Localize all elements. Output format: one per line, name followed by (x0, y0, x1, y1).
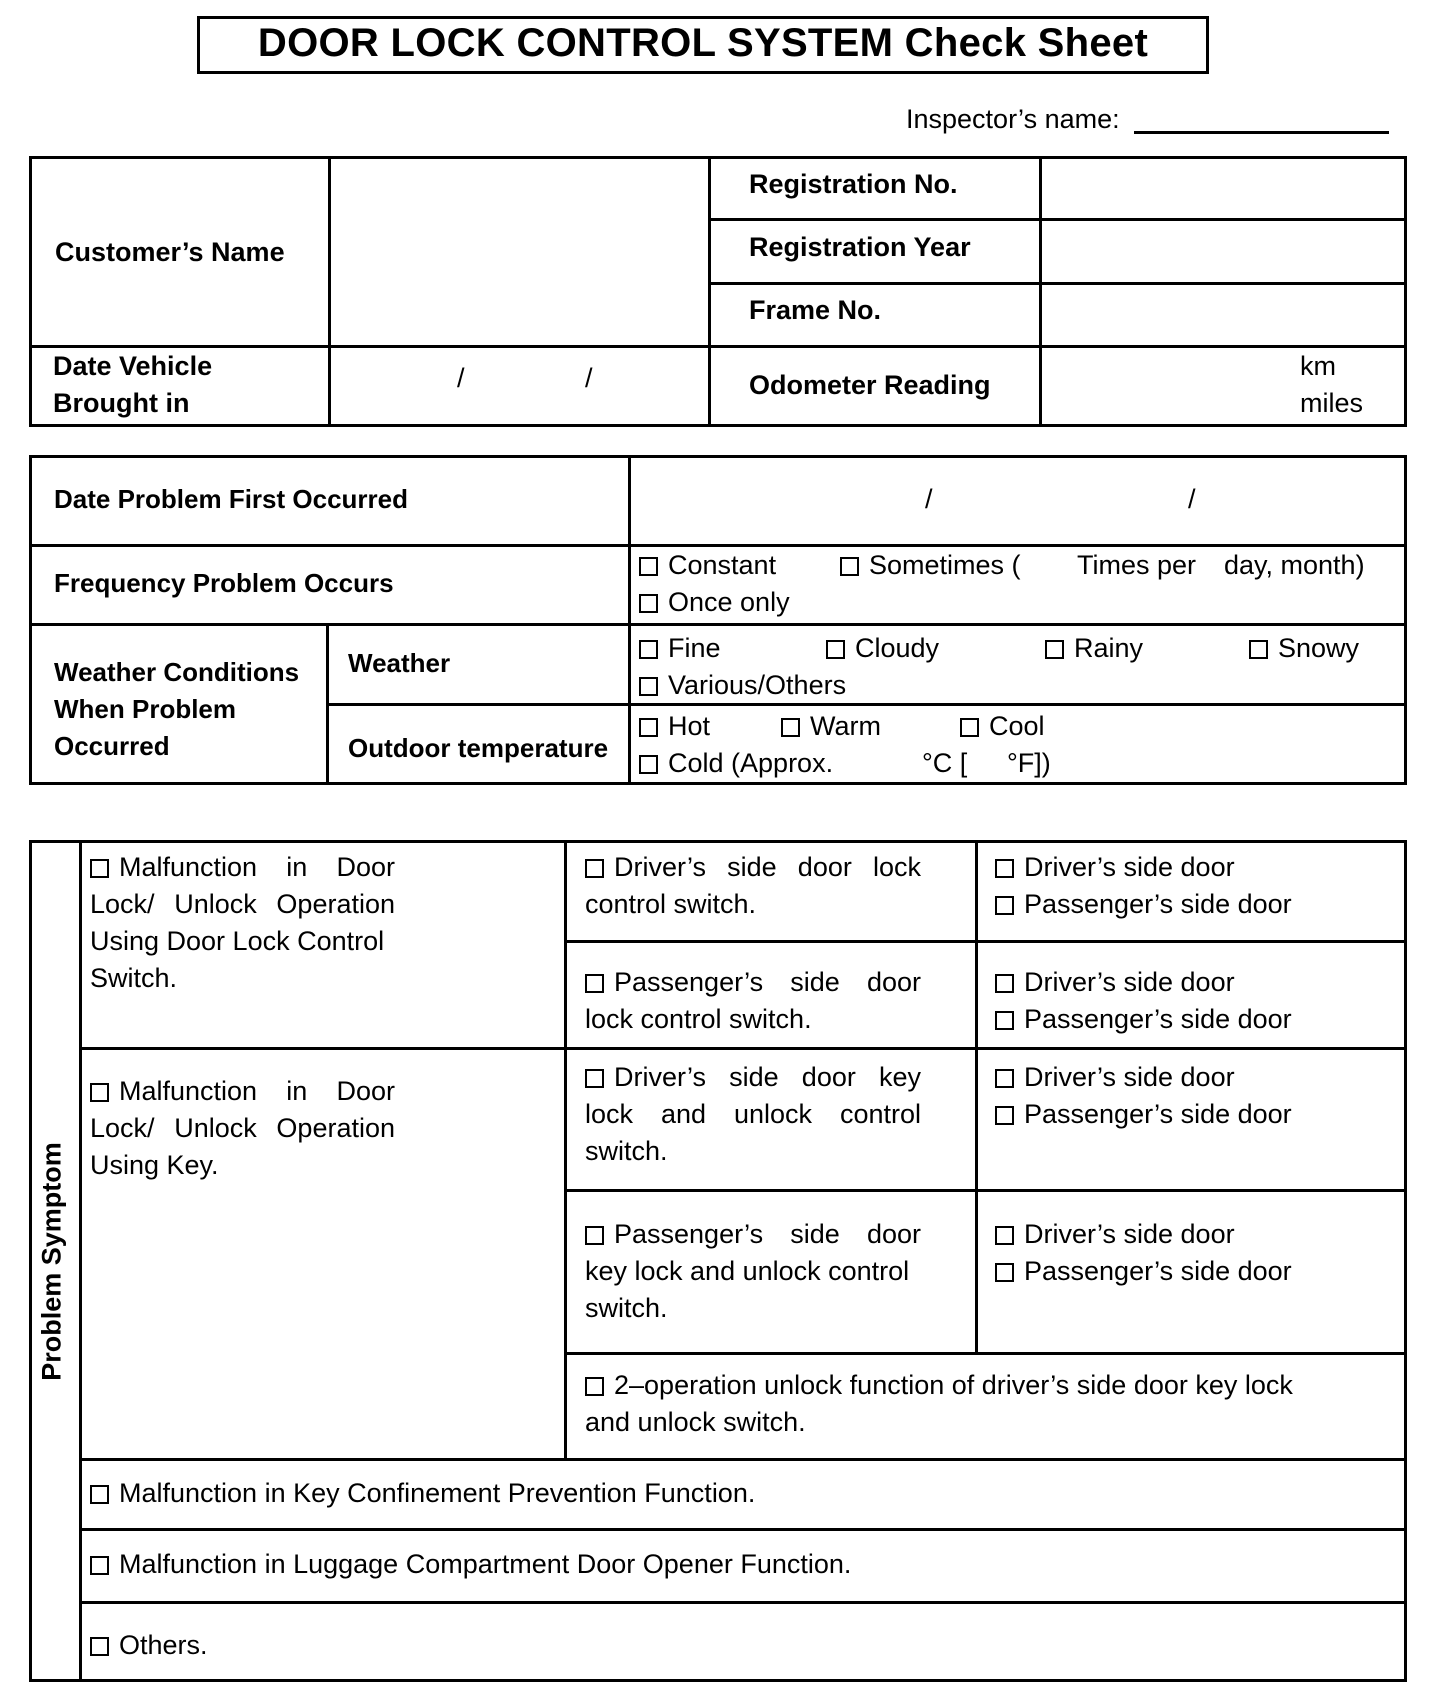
checkbox[interactable] (90, 859, 109, 878)
frame-no-label: Frame No. (749, 295, 882, 325)
passengers-door-option[interactable]: Passenger’s side door (995, 886, 1292, 923)
checkbox[interactable] (90, 1083, 109, 1102)
checkbox[interactable] (639, 755, 658, 774)
registration-year-label: Registration Year (749, 232, 971, 262)
switch-malfunction-option[interactable]: Malfunction in Door Lock/ Unlock Operation Using Door Lock Control Switch. (90, 852, 395, 993)
registration-year-field[interactable] (1043, 222, 1405, 280)
drivers-door-option[interactable]: Driver’s side door (995, 1059, 1235, 1096)
unit-miles: miles (1300, 388, 1364, 418)
checkbox[interactable] (639, 677, 658, 696)
drv-lock-switch-option[interactable]: Driver’s side door lock control switch. (585, 852, 921, 919)
checkbox[interactable] (90, 1556, 109, 1575)
pass-key-switch-option[interactable]: Passenger’s side door key lock and unlock control switch. (585, 1219, 921, 1323)
checkbox[interactable] (995, 896, 1014, 915)
freq-day-month: day, month) (1224, 550, 1365, 580)
passengers-door-option[interactable]: Passenger’s side door (995, 1253, 1292, 1290)
key-confinement-option[interactable]: Malfunction in Key Confinement Prevention Function. (90, 1475, 755, 1512)
checkbox[interactable] (1249, 640, 1268, 659)
registration-no-field[interactable] (1043, 160, 1405, 217)
luggage-option[interactable]: Malfunction in Luggage Compartment Door Opener Function. (90, 1546, 851, 1583)
odometer-label: Odometer Reading (749, 370, 991, 400)
checkbox[interactable] (90, 1485, 109, 1504)
weather-cloudy-option[interactable]: Cloudy (826, 630, 939, 667)
checkbox[interactable] (585, 1377, 604, 1396)
checkbox[interactable] (1045, 640, 1064, 659)
checkbox[interactable] (781, 718, 800, 737)
frame-no-field[interactable] (1043, 286, 1405, 344)
weather-label: Weather (348, 648, 451, 678)
checkbox[interactable] (639, 594, 658, 613)
freq-times-per: Times per (1077, 550, 1197, 580)
passengers-door-option[interactable]: Passenger’s side door (995, 1096, 1292, 1133)
date-brought-label-line1: Date Vehicle (53, 351, 213, 381)
checkbox[interactable] (585, 1226, 604, 1245)
checkbox[interactable] (585, 974, 604, 993)
temp-warm-option[interactable]: Warm (781, 708, 881, 745)
date-first-label: Date Problem First Occurred (54, 484, 408, 514)
date-slash: / (925, 484, 933, 514)
date-brought-field[interactable] (332, 349, 706, 425)
temp-cool-option[interactable]: Cool (960, 708, 1045, 745)
temp-fahrenheit: °F]) (1007, 748, 1051, 778)
checkbox[interactable] (585, 1069, 604, 1088)
two-operation-option[interactable]: 2–operation unlock function of driver’s side door key lock and unlock switch. (585, 1370, 1293, 1437)
drivers-door-option[interactable]: Driver’s side door (995, 1216, 1235, 1253)
checkbox[interactable] (995, 1106, 1014, 1125)
drivers-door-option[interactable]: Driver’s side door (995, 849, 1235, 886)
checkbox[interactable] (995, 1069, 1014, 1088)
weather-conditions-line3: Occurred (54, 731, 170, 761)
date-slash: / (1188, 484, 1196, 514)
checkbox[interactable] (639, 557, 658, 576)
temp-celsius: °C [ (922, 748, 968, 778)
inspector-label: Inspector’s name: (906, 104, 1120, 134)
registration-no-label: Registration No. (749, 169, 958, 199)
weather-rainy-option[interactable]: Rainy (1045, 630, 1143, 667)
weather-conditions-line2: When Problem (54, 694, 237, 724)
weather-snowy-option[interactable]: Snowy (1249, 630, 1359, 667)
drv-key-switch-option[interactable]: Driver’s side door key lock and unlock control switch. (585, 1062, 921, 1166)
odometer-field[interactable] (1043, 349, 1293, 425)
temp-hot-option[interactable]: Hot (639, 708, 710, 745)
inspector-name-field[interactable] (1134, 131, 1389, 134)
temperature-label: Outdoor temperature (348, 733, 609, 763)
passengers-door-option[interactable]: Passenger’s side door (995, 1001, 1292, 1038)
weather-various-option[interactable]: Various/Others (639, 667, 846, 704)
drivers-door-option[interactable]: Driver’s side door (995, 964, 1235, 1001)
pass-lock-switch-option[interactable]: Passenger’s side door lock control switch. (585, 967, 921, 1034)
page-title: DOOR LOCK CONTROL SYSTEM Check Sheet (257, 21, 1149, 65)
checkbox[interactable] (960, 718, 979, 737)
checkbox[interactable] (995, 1226, 1014, 1245)
freq-once-option[interactable]: Once only (639, 584, 790, 621)
checkbox[interactable] (995, 1263, 1014, 1282)
problem-symptom-label: Problem Symptom (36, 1142, 67, 1381)
checkbox[interactable] (639, 640, 658, 659)
freq-sometimes-option[interactable]: Sometimes ( (840, 547, 1021, 584)
date-first-field[interactable] (632, 459, 1405, 543)
checkbox[interactable] (995, 1011, 1014, 1030)
customer-name-label: Customer’s Name (55, 237, 285, 267)
checkbox[interactable] (639, 718, 658, 737)
temp-cold-option[interactable]: Cold (Approx. (639, 745, 833, 782)
checkbox[interactable] (585, 859, 604, 878)
date-slash: / (457, 363, 465, 393)
freq-constant-option[interactable]: Constant (639, 547, 776, 584)
others-option[interactable]: Others. (90, 1627, 208, 1664)
unit-km: km (1300, 351, 1336, 381)
checkbox[interactable] (995, 974, 1014, 993)
key-malfunction-option[interactable]: Malfunction in Door Lock/ Unlock Operation Using Key. (90, 1076, 395, 1180)
weather-fine-option[interactable]: Fine (639, 630, 721, 667)
checkbox[interactable] (840, 557, 859, 576)
date-brought-label-line2: Brought in (53, 388, 190, 418)
checkbox[interactable] (90, 1637, 109, 1656)
date-slash: / (585, 363, 593, 393)
checkbox[interactable] (995, 859, 1014, 878)
customer-name-field[interactable] (332, 160, 706, 344)
weather-conditions-line1: Weather Conditions (54, 657, 300, 687)
checkbox[interactable] (826, 640, 845, 659)
frequency-label: Frequency Problem Occurs (54, 568, 394, 598)
